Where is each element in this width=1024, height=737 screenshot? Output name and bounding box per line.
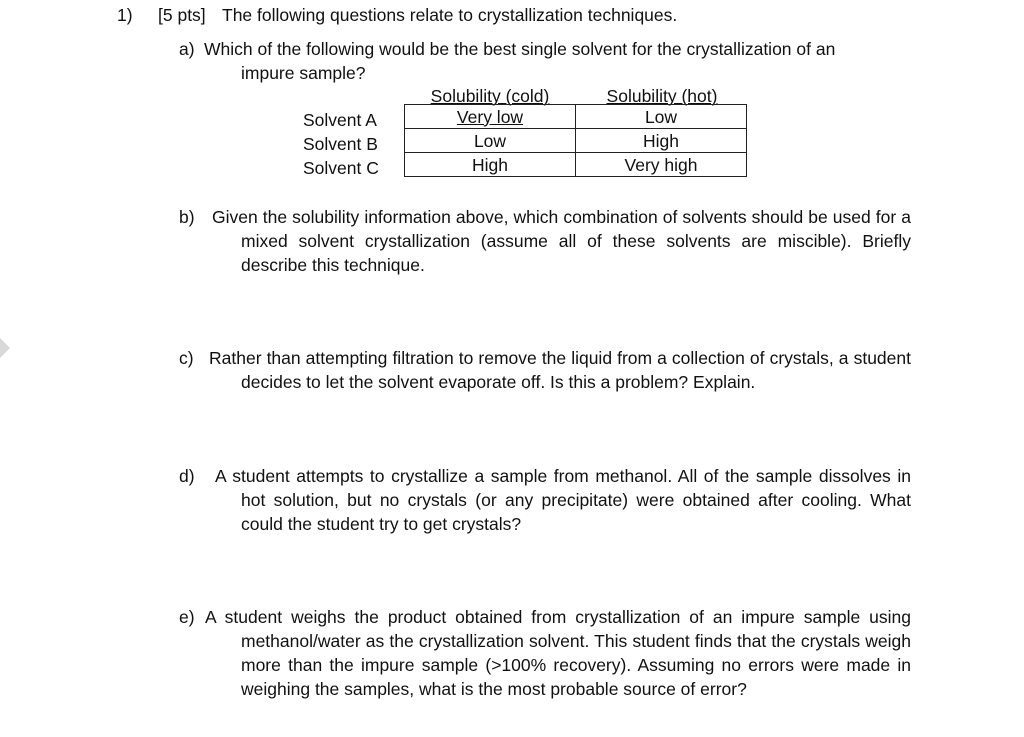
cell-b-hot: High xyxy=(576,129,747,153)
part-a-line1: Which of the following would be the best single solvent for the crystallization of an xyxy=(204,39,836,59)
table-row xyxy=(405,153,747,177)
header-solubility-hot: Solubility (hot) xyxy=(606,86,718,106)
question-prompt: The following questions relate to crystallization techniques. xyxy=(222,5,678,25)
part-e-label: e) xyxy=(179,607,195,627)
part-c-text: Rather than attempting filtration to remove the liquid from a collection of crystals, a student decides to let the solvent evaporate off. Is this a problem? Explain. xyxy=(209,348,911,392)
part-d-label: d) xyxy=(179,466,195,486)
part-a-line2: impure sample? xyxy=(241,63,366,83)
table-row xyxy=(405,129,747,153)
part-b-label: b) xyxy=(179,207,195,227)
part-d-text: A student attempts to crystallize a sample from methanol. All of the sample dissolves in hot solution, but no crystals (or any precipitate) were obtained after cooling. What could the student try to get crystals? xyxy=(215,466,911,534)
solvent-a-label: Solvent A xyxy=(303,110,377,130)
table-row xyxy=(405,105,747,129)
part-c-label: c) xyxy=(179,348,194,368)
cell-c-cold: High xyxy=(405,153,576,177)
cell-b-cold: Low xyxy=(405,129,576,153)
page-edge-marker xyxy=(0,338,10,358)
part-a-label: a) xyxy=(179,39,195,59)
question-number: 1) xyxy=(117,5,133,25)
question-points: [5 pts] xyxy=(158,5,206,25)
solvent-b-label: Solvent B xyxy=(303,134,378,154)
part-b-text: Given the solubility information above, which combination of solvents should be used for a mixed solvent crystallization (assume all of these solvents are miscible). Briefly describe this technique. xyxy=(212,207,911,275)
part-e-text: A student weighs the product obtained from crystallization of an impure sample using methanol/water as the crystallization solvent. This student finds that the crystals weigh more than the impure sample (>100% recovery). Assuming no errors were made in weighing the samples, what is the most probable source of error? xyxy=(205,607,911,699)
solvent-c-label: Solvent C xyxy=(303,158,379,178)
cell-a-cold: Very low xyxy=(405,105,576,129)
cell-c-hot: Very high xyxy=(576,153,747,177)
solubility-table xyxy=(404,104,747,177)
header-solubility-cold: Solubility (cold) xyxy=(430,86,550,106)
cell-a-hot: Low xyxy=(576,105,747,129)
